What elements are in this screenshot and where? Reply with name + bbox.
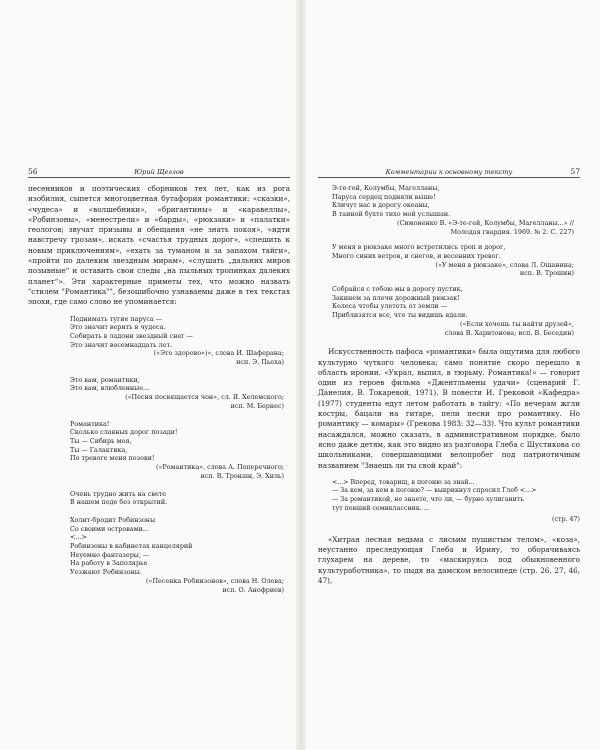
verse-credit: («Это здорово»)», слова И. Шаферана; <box>153 349 284 358</box>
verse-line: У меня в рюкзаке много встретились троп и дорог, <box>332 243 506 252</box>
verse-line: На работу в Заполярье <box>70 559 148 568</box>
running-title: Юрий Щеглов <box>134 168 184 176</box>
verse-line: Это значит восемнадцать лет. <box>70 340 173 349</box>
quote-citation: (стр. 47) <box>552 516 580 524</box>
verse-credit: слова В. Харитонова; исп. В. Беседин) <box>444 328 574 337</box>
verse-line: Много синих ветров, и снегов, и весенних тревог. <box>332 251 501 260</box>
verse-line: Паруса сердец подняли выше! <box>332 192 436 201</box>
running-header-right <box>318 166 580 178</box>
verse-line: Ты — Сибирь моя, <box>70 437 132 445</box>
verse-block <box>332 285 580 337</box>
verse-credit: исп. О. Анофриев) <box>222 585 284 594</box>
verse-line: <...> <box>70 533 87 542</box>
verse-credit: («У меня в рюкзаке», слова Л. Ошанина; <box>435 260 574 269</box>
verse-line: В нашем поде без открытий. <box>70 498 168 507</box>
page-number: 56 <box>28 167 38 176</box>
verse-credit: («Песенка Робинзонов», слова Н. Олева; <box>146 576 284 585</box>
running-header-left <box>28 166 290 178</box>
verse-credit: исп. Э. Пьеха) <box>236 358 284 367</box>
body-text <box>318 535 580 586</box>
page-number: 57 <box>570 167 580 176</box>
verse-line: Собирать в ладони звездный снег — <box>70 331 193 340</box>
verse-credit: исп. В. Троншн, Э. Хиль) <box>200 471 284 480</box>
left-page <box>28 166 290 594</box>
body-text <box>318 347 580 471</box>
verse-line: Сколько славных дорог позади! <box>70 428 178 437</box>
verse-line: Это значит верить в чудеса. <box>70 323 166 332</box>
verse-credit: Молодая гвардия. 1969. № 2. С. 227) <box>450 227 574 236</box>
verse-credit: исп. М. Бернес) <box>230 401 284 410</box>
verse-line: По тревоге меня позови! <box>70 454 155 463</box>
verse-credit: («Песня посвящается чон», сл. Я. Хелемского; <box>125 393 284 402</box>
verse-credit: («Если хочешь ты найти друзей», <box>460 319 574 328</box>
quote-line: — За романтикой, не знаете, что ли, — бурно хулиганить <box>332 496 524 503</box>
verse-line: Собрайся с тобою мы в дорогу пустик, <box>332 285 463 294</box>
verse-line: Неуемно фантазеры, — <box>70 550 150 559</box>
verse-block <box>332 243 580 278</box>
verse-line: Уезжают Робинзоны. <box>70 568 142 577</box>
verse-line: Со своими островами... <box>70 524 149 533</box>
dialogue-quote <box>332 479 580 525</box>
verse-credit: исп. В. Трошин) <box>519 269 574 278</box>
verse-line: Ты — Галактика, <box>70 445 128 454</box>
paragraph: Искусственность пафоса «романтики» была ощутима для любого культурно чуткого человека; само понятие скоро перешло в область иронии. «Украл, выпил, в тюрьму. Романтика!» — говорит один из героев фильма «Джентльмены удачи» (сценарий Г. Данелия, В. Токаревой, 1971). В повести И. Грековой «Кафедра» (1977) студенты едут летом работать в тайгу: «По вечерам жгли костры, бацали на гитаре, пели песни про романтику. Но романтику — комары» (Грекова 1983: 32—33). Что культ романтики насаждался, можно сказать, в административном порядке, было ясно даже детям, как это видно из разговора Глеба с Шустиковa со школьниками, совершающими велопробег под патриотичным названием "Знаешь ли ты свой край": <box>318 347 580 470</box>
verse-block <box>70 420 290 481</box>
body-text <box>28 184 290 308</box>
verse-line: В таиной бухте тихо мой услышан. <box>332 210 451 219</box>
verse-block <box>70 516 290 594</box>
verse-block <box>70 315 290 367</box>
verse-line: Романтика! <box>70 419 110 428</box>
verse-block <box>70 490 290 507</box>
verse-line: Э-те-гей, Колумбы, Магелланы, <box>332 184 440 192</box>
verse-line: Холит-бродит Робинзоны <box>70 515 156 524</box>
paragraph: песенников и поэтических сборников тех лет, как из рога изобилия, сыпется многоцветная бутафория романтики: «сказки», «чудеса» и «волшебники», «бригантины» и «каравеллы», «Робинзоны», «менестрели» и «барды», «рюкзаки» и «палатки» геологов; звучат призывы и обещания «не знать покоя», «идти навстречу грозам», искать «счастья трудных дорог», «спешить к новым приключениям», «ехать за туманом и за запахом тайги», «пройти по далеким звездным мирам», «слушать „дальних миров позывные“ и оставить свои следы „на пыльных тропинках далеких планет“». Эти характерные приметы тех, что можно назвать "стилем "Романтика"", безошибочно узнаваемы даже в тех текстах эпохи, где само слово не упоминается: <box>28 184 290 307</box>
verse-line: Приблизятся все, что ты видишь вдали. <box>332 311 468 320</box>
quote-line: тут певший семиклассник. ... <box>332 504 430 512</box>
verse-line: Это вам, романтики, <box>70 375 140 384</box>
quote-line: <...> Вперед, товарищ, в погоню за знай... <box>332 478 475 486</box>
verse-list <box>318 184 580 337</box>
verse-line: Очень трудно жить на свете <box>70 489 167 498</box>
verse-line: Колеса чтобы улететь от земли — <box>332 302 447 311</box>
right-page <box>318 166 580 586</box>
verse-line: Это вам, влюбленные... <box>70 384 150 393</box>
verse-block <box>332 184 580 236</box>
verse-credit: (Симоненко В. «Э-те-гей, Колумбы, Магелланы...» // <box>397 218 574 227</box>
paragraph: «Хитрая лесная ведьма с лисьим пушистым телом», «коза», неустанно преследующая Глеба и Ирину, то оборачиваясь глухарем на дереве, то «маскируясь под обыкновенного культуработника», то пыдя на дамском велосипеде (стр. 26, 27, 46, 47), <box>318 534 580 585</box>
quote-line: — За кем, за кем в погоню? — выкрикнул спросил Глеб <...> <box>332 487 537 495</box>
book-gutter <box>296 0 306 750</box>
verse-line: Кличут нас в дорогу океаны, <box>332 201 430 210</box>
verse-line: Робинзоны в кабинетах канцелярий <box>70 542 193 551</box>
verse-list <box>28 315 290 595</box>
verse-line: Поднимать тугие паруса — <box>70 314 163 323</box>
verse-block <box>70 376 290 411</box>
verse-line: Закинем за плечи дорожный рюкзак! <box>332 293 460 302</box>
verse-credit: («Романтика», слова А. Поперечного; <box>155 463 284 472</box>
running-title: Комментарии к основному тексту <box>385 168 513 176</box>
